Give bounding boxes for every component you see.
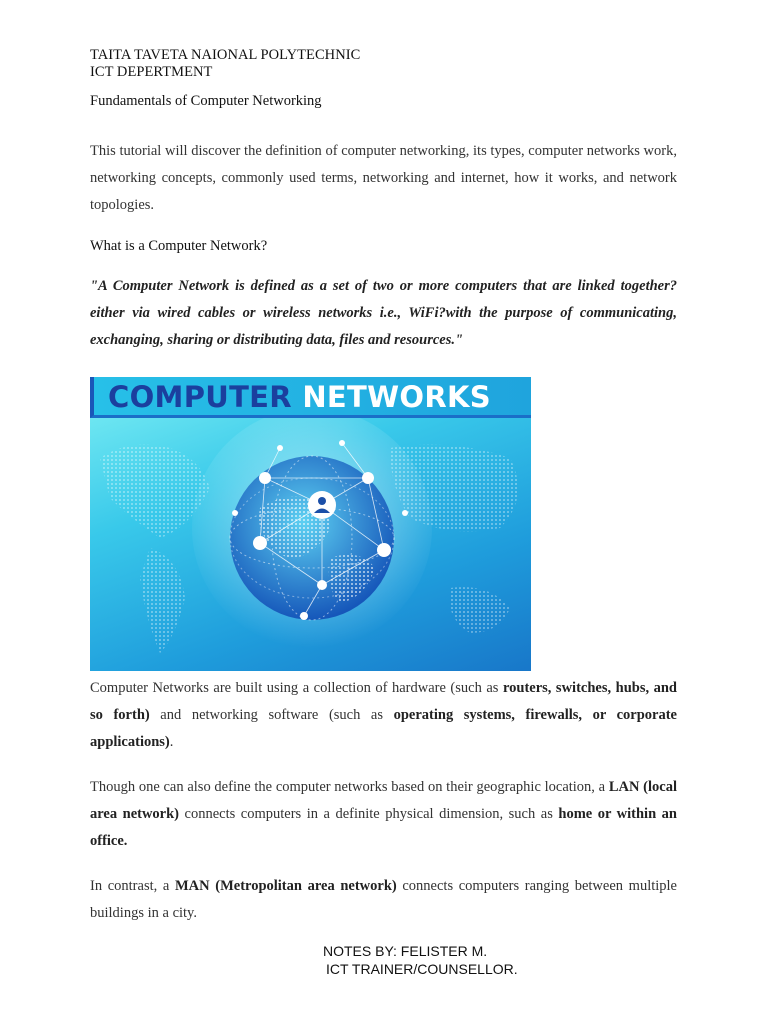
section-question: What is a Computer Network? xyxy=(90,238,268,254)
intro-paragraph: This tutorial will discover the definition of computer networking, its types, computer networks work, networking concepts, commonly used terms, networking and internet, how it works, and network topologies. xyxy=(90,143,677,213)
notes-footer xyxy=(323,942,518,978)
definition-quote: "A Computer Network is defined as a set of two or more computers that are linked together? either via wired cables or wireless networks i.e., WiFi?with the purpose of communicating, exchanging, sharing or distributing data, files and resources." xyxy=(90,278,677,348)
footer-role: ICT TRAINER/COUNSELLOR. xyxy=(326,961,518,977)
banner-title-band xyxy=(90,377,531,418)
department-name: ICT DEPERTMENT xyxy=(90,64,213,80)
man-paragraph: In contrast, a MAN (Metropolitan area network) connects computers ranging between multiple buildings in a city. xyxy=(90,878,677,921)
banner-title: COMPUTER NETWORKS xyxy=(108,380,491,414)
computer-networks-banner-image xyxy=(90,377,531,671)
subject-title: Fundamentals of Computer Networking xyxy=(90,93,322,109)
world-globe-network-illustration xyxy=(90,418,531,671)
hardware-software-paragraph: Computer Networks are built using a collection of hardware (such as routers, switches, hubs, and so forth) and networking software (such as operating systems, firewalls, or corporate applications). xyxy=(90,680,677,750)
document-page xyxy=(90,47,677,927)
footer-author: NOTES BY: FELISTER M. xyxy=(323,943,488,959)
lan-paragraph: Though one can also define the computer networks based on their geographic location, a LAN (local area network) connects computers in a definite physical dimension, such as home or within an office. xyxy=(90,779,677,849)
institution-name: TAITA TAVETA NAIONAL POLYTECHNIC xyxy=(90,47,361,63)
